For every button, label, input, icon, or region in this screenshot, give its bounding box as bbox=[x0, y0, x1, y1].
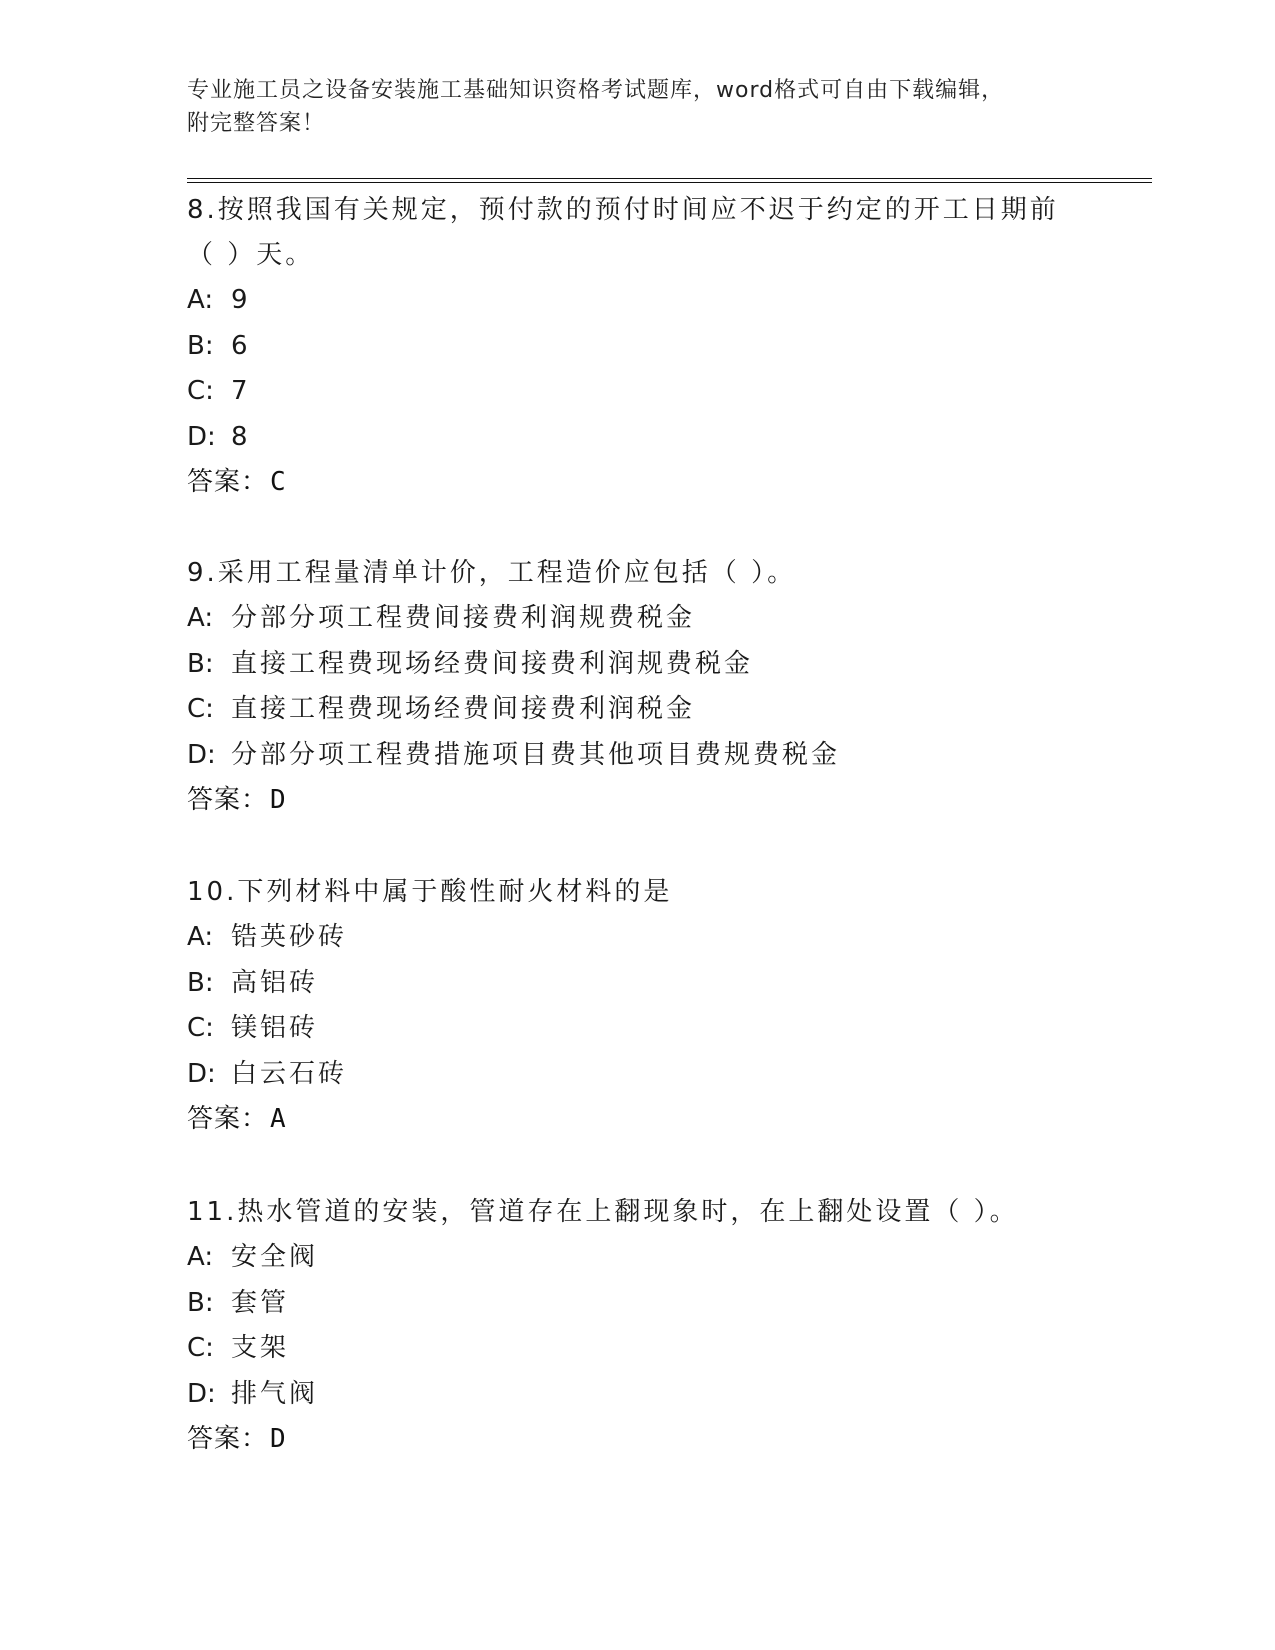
answer-label: 答案： bbox=[187, 1104, 269, 1134]
header-line-2: 附完整答案！ bbox=[187, 111, 326, 136]
option-value: 直接工程费现场经费间接费利润规费税金 bbox=[231, 648, 754, 679]
header-divider-bottom bbox=[187, 182, 1152, 183]
question-9 bbox=[187, 551, 1087, 823]
option-d bbox=[187, 1052, 1087, 1098]
option-key: D: bbox=[187, 421, 216, 452]
option-key: B: bbox=[187, 967, 214, 998]
answer-line bbox=[187, 460, 1087, 505]
answer-value: D bbox=[270, 1424, 287, 1454]
option-a bbox=[187, 596, 1087, 642]
option-value: 支架 bbox=[231, 1333, 290, 1363]
option-c bbox=[187, 687, 1087, 733]
question-11 bbox=[187, 1190, 1087, 1462]
option-key: D: bbox=[187, 739, 216, 770]
option-d bbox=[187, 415, 1087, 461]
option-c bbox=[187, 1326, 1087, 1372]
option-a bbox=[187, 1235, 1087, 1281]
question-text: 10.下列材料中属于酸性耐火材料的是 bbox=[187, 877, 673, 907]
answer-line bbox=[187, 778, 1087, 823]
option-key: A: bbox=[187, 922, 214, 952]
option-key: D: bbox=[187, 1378, 216, 1409]
option-key: B: bbox=[187, 1287, 214, 1318]
option-value: 套管 bbox=[231, 1287, 290, 1318]
option-value: 9 bbox=[231, 285, 251, 315]
option-key: A: bbox=[187, 1242, 214, 1272]
question-8 bbox=[187, 188, 1087, 505]
answer-line bbox=[187, 1417, 1087, 1462]
answer-value: A bbox=[270, 1104, 287, 1134]
option-a bbox=[187, 278, 1087, 324]
question-text: 8.按照我国有关规定，预付款的预付时间应不迟于约定的开工日期前（ ）天。 bbox=[187, 195, 1059, 270]
option-d bbox=[187, 1372, 1087, 1418]
header-divider-top bbox=[187, 178, 1152, 179]
answer-label: 答案： bbox=[187, 467, 269, 497]
option-value: 8 bbox=[231, 421, 251, 452]
option-value: 分部分项工程费间接费利润规费税金 bbox=[231, 603, 696, 633]
option-value: 7 bbox=[231, 376, 251, 406]
option-d bbox=[187, 733, 1087, 779]
answer-value: C bbox=[270, 467, 287, 497]
option-b bbox=[187, 642, 1087, 688]
question-10 bbox=[187, 870, 1087, 1142]
option-key: D: bbox=[187, 1058, 216, 1089]
option-key: C: bbox=[187, 376, 214, 406]
option-value: 锆英砂砖 bbox=[231, 922, 348, 952]
option-key: B: bbox=[187, 648, 214, 679]
option-b bbox=[187, 961, 1087, 1007]
option-value: 安全阀 bbox=[231, 1242, 319, 1272]
option-key: C: bbox=[187, 1333, 214, 1363]
header-line-1: 专业施工员之设备安装施工基础知识资格考试题库，word格式可自由下载编辑， bbox=[187, 78, 1005, 103]
option-value: 排气阀 bbox=[231, 1378, 319, 1409]
option-key: B: bbox=[187, 330, 214, 361]
option-key: C: bbox=[187, 1013, 214, 1043]
option-value: 白云石砖 bbox=[231, 1058, 348, 1089]
option-value: 高铝砖 bbox=[231, 967, 319, 998]
option-b bbox=[187, 324, 1087, 370]
option-key: C: bbox=[187, 694, 214, 724]
answer-line bbox=[187, 1097, 1087, 1142]
option-b bbox=[187, 1281, 1087, 1327]
answer-label: 答案： bbox=[187, 1424, 269, 1454]
answer-value: D bbox=[270, 785, 287, 815]
answer-label: 答案： bbox=[187, 785, 269, 815]
question-text: 11.热水管道的安装，管道存在上翻现象时，在上翻处设置（ ）。 bbox=[187, 1197, 1019, 1227]
option-value: 分部分项工程费措施项目费其他项目费规费税金 bbox=[231, 739, 841, 770]
option-value: 6 bbox=[231, 330, 251, 361]
document-header bbox=[187, 74, 1067, 140]
option-key: A: bbox=[187, 285, 214, 315]
option-c bbox=[187, 369, 1087, 415]
option-value: 直接工程费现场经费间接费利润税金 bbox=[231, 694, 696, 724]
option-a bbox=[187, 915, 1087, 961]
option-c bbox=[187, 1006, 1087, 1052]
option-key: A: bbox=[187, 603, 214, 633]
question-text: 9.采用工程量清单计价，工程造价应包括（ ）。 bbox=[187, 558, 797, 588]
option-value: 镁铝砖 bbox=[231, 1013, 319, 1043]
